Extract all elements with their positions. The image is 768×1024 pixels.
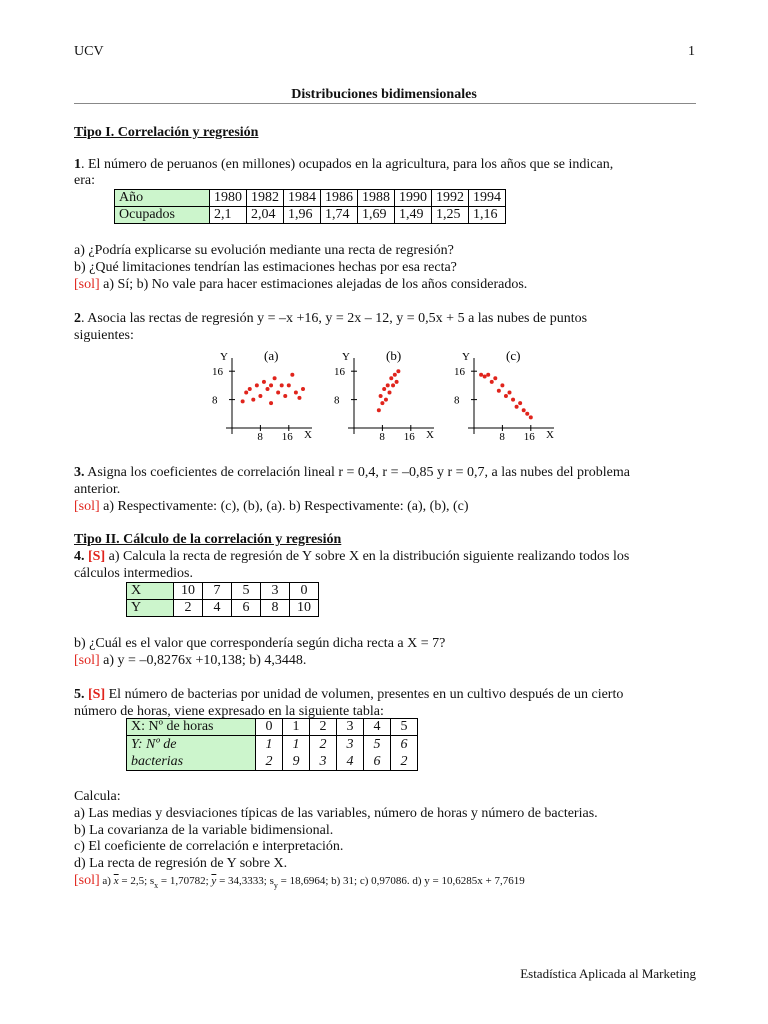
table-cell: 6	[232, 600, 261, 617]
table-row	[127, 719, 418, 736]
solution-tag: [sol]	[74, 653, 100, 668]
data-point	[486, 373, 490, 377]
solution-tag: [sol]	[74, 277, 100, 292]
table-cell: 10	[174, 583, 203, 600]
table-cell: 5	[391, 719, 418, 736]
problem-5-number: 5	[74, 687, 81, 702]
cell-value: 2	[265, 754, 273, 769]
data-point	[283, 394, 287, 398]
problem-5-text-1: El número de bacterias por unidad de volumen, presentes en un cultivo después de un cierto	[105, 687, 624, 702]
table-cell: 4	[203, 600, 232, 617]
section-heading-1: Tipo I. Correlación y regresión	[74, 125, 259, 140]
x-tick-label: 16	[523, 431, 535, 443]
cell-value: 1	[292, 737, 300, 752]
problem-5-solution	[74, 872, 525, 894]
table-cell: 3	[337, 719, 364, 736]
problem-5-line-1	[74, 686, 623, 703]
table-row	[127, 736, 418, 771]
data-point	[529, 415, 533, 419]
table-cell: 1,74	[321, 207, 358, 224]
data-point	[490, 380, 494, 384]
calcula-label: Calcula:	[74, 789, 121, 804]
problem-1-text-2: era:	[74, 173, 95, 188]
table-cell: 8	[261, 600, 290, 617]
data-point	[522, 408, 526, 412]
y-tick-label: 8	[212, 394, 218, 407]
cell-value: 6	[400, 737, 408, 752]
solution-mid2: = 1,70782;	[158, 875, 212, 887]
data-point	[379, 394, 383, 398]
solution-rest: = 34,3333; s	[216, 875, 274, 887]
solution-text: a) y = –0,8276x +10,138; b) 4,3448.	[99, 653, 307, 668]
y-tick-label: 16	[454, 366, 465, 379]
data-point	[511, 398, 515, 402]
x-axis-label: X	[426, 429, 434, 441]
x-tick-label: 16	[281, 431, 293, 443]
data-point	[386, 383, 390, 387]
solution-tag: [sol]	[74, 499, 100, 514]
data-point	[391, 383, 395, 387]
table-cell: 1,69	[358, 207, 395, 224]
data-point	[393, 373, 397, 377]
cell-value: 5	[373, 737, 381, 752]
data-point	[479, 373, 483, 377]
data-point	[518, 401, 522, 405]
y-tick-label: 8	[334, 394, 340, 407]
sub-x: x	[154, 880, 159, 890]
plot-title: (b)	[386, 348, 402, 363]
table-row-label: Ocupados	[115, 207, 210, 224]
data-point	[276, 391, 280, 395]
table-cell: 1980	[210, 190, 247, 207]
problem-3-line-1	[74, 464, 630, 481]
table-cell: 0	[290, 583, 319, 600]
problem-4-text-2: cálculos intermedios.	[74, 566, 193, 581]
cell-value: 3	[346, 737, 354, 752]
problem-4-table	[126, 582, 319, 617]
solution-text: a) Respectivamente: (c), (b), (a). b) Respectivamente: (a), (b), (c)	[99, 499, 469, 514]
cell-value: 2	[319, 737, 327, 752]
list-item: d) La recta de regresión de Y sobre X.	[74, 856, 288, 871]
table-cell: 1,25	[432, 207, 469, 224]
table-cell: 1,16	[469, 207, 506, 224]
problem-4-number: 4	[74, 549, 81, 564]
problem-1-question-b: b) ¿Qué limitaciones tendrían las estimaciones hechas por esa recta?	[74, 260, 457, 275]
data-point	[525, 412, 529, 416]
data-point	[266, 387, 270, 391]
y-axis-label: Y	[220, 351, 228, 363]
list-item: b) La covarianza de la variable bidimensional.	[74, 823, 334, 838]
problem-4-question-b: b) ¿Cuál es el valor que correspondería según dicha recta a X = 7?	[74, 636, 446, 651]
data-point	[396, 369, 400, 373]
mean-y-symbol: $\overline{y}$	[211, 875, 217, 887]
list-item: a) Las medias y desviaciones típicas de las variables, número de horas y número de bacterias.	[74, 806, 598, 821]
data-point	[287, 383, 291, 387]
table-cell: 3	[261, 583, 290, 600]
cell-value: 2	[400, 754, 408, 769]
data-point	[294, 391, 298, 395]
plot-title: (c)	[506, 348, 521, 363]
table-cell: 10	[290, 600, 319, 617]
table-cell: 1986	[321, 190, 358, 207]
data-point	[380, 401, 384, 405]
table-cell: 1,49	[395, 207, 432, 224]
data-point	[248, 387, 252, 391]
problem-4-text-1: a) Calcula la recta de regresión de Y sobre X en la distribución siguiente realizando todos los	[105, 549, 630, 564]
problem-3-solution	[74, 498, 469, 515]
x-axis-label: X	[546, 429, 554, 441]
data-point	[269, 401, 273, 405]
data-point	[262, 380, 266, 384]
table-row-label: Y	[127, 600, 174, 617]
table-cell: 0	[256, 719, 283, 736]
table-row	[127, 583, 319, 600]
table-cell	[391, 736, 418, 771]
data-point	[497, 389, 501, 393]
section-heading-2: Tipo II. Cálculo de la correlación y regresión	[74, 532, 342, 547]
table-cell: 1994	[469, 190, 506, 207]
data-point	[388, 391, 392, 395]
problem-1-number: 1	[74, 157, 81, 172]
solution-mid: = 2,5; s	[118, 875, 155, 887]
table-row-label: X	[127, 583, 174, 600]
data-point	[508, 391, 512, 395]
page-title: Distribuciones bidimensionales	[291, 87, 477, 102]
problem-3-text-2: anterior.	[74, 482, 121, 497]
solution-end: = 18,6964; b) 31; c) 0,97086. d) y = 10,6285x + 7,7619	[277, 875, 525, 887]
x-tick-label: 16	[403, 431, 415, 443]
cell-value: 6	[373, 754, 381, 769]
problem-4-solution	[74, 652, 306, 669]
y-tick-label: 16	[212, 366, 223, 379]
data-point	[384, 398, 388, 402]
data-point	[389, 376, 393, 380]
table-cell: 2,1	[210, 207, 247, 224]
mean-x-symbol: $\overline{x}$	[113, 875, 119, 887]
problem-1-question-a: a) ¿Podría explicarse su evolución mediante una recta de regresión?	[74, 243, 454, 258]
row-label-line-1: Y: Nº de	[131, 737, 177, 752]
row-label-line-2: bacterias	[131, 754, 184, 769]
s-tag: [S]	[88, 549, 106, 564]
table-cell: 2,04	[247, 207, 284, 224]
table-cell	[364, 736, 391, 771]
y-axis-label: Y	[342, 351, 350, 363]
table-cell: 1988	[358, 190, 395, 207]
table-cell: 1992	[432, 190, 469, 207]
data-point	[255, 383, 259, 387]
y-tick-label: 8	[454, 394, 460, 407]
table-cell: 5	[232, 583, 261, 600]
table-row-label: Año	[115, 190, 210, 207]
table-cell: 1,96	[284, 207, 321, 224]
problem-5-text-2: número de horas, viene expresado en la siguiente tabla:	[74, 704, 384, 719]
data-point	[500, 383, 504, 387]
data-point	[382, 387, 386, 391]
cell-value: 1	[265, 737, 273, 752]
table-cell: 1984	[284, 190, 321, 207]
data-point	[395, 380, 399, 384]
scatter-plots	[0, 0, 768, 460]
table-cell	[256, 736, 283, 771]
data-point	[269, 383, 273, 387]
table-cell: 4	[364, 719, 391, 736]
x-tick-label: 8	[379, 431, 385, 443]
x-tick-label: 8	[499, 431, 505, 443]
data-point	[290, 373, 294, 377]
data-point	[301, 387, 305, 391]
data-point	[258, 394, 262, 398]
data-point	[483, 375, 487, 379]
header-left: UCV	[74, 44, 104, 59]
table-cell: 1	[283, 719, 310, 736]
table-row	[127, 600, 319, 617]
y-tick-label: 16	[334, 366, 345, 379]
y-axis-label: Y	[462, 351, 470, 363]
list-item: c) El coeficiente de correlación e interpretación.	[74, 839, 344, 854]
table-cell: 2	[310, 719, 337, 736]
solution-a: a)	[99, 875, 114, 887]
problem-2-number: 2	[74, 311, 81, 326]
problem-4-dot: .	[81, 549, 88, 564]
data-point	[493, 376, 497, 380]
page-number: 1	[688, 44, 695, 59]
footer: Estadística Aplicada al Marketing	[520, 966, 696, 981]
problem-1-text-1: . El número de peruanos (en millones) ocupados en la agricultura, para los años que se indican,	[81, 157, 614, 172]
problem-2-text-2: siguientes:	[74, 328, 134, 343]
data-point	[241, 399, 245, 403]
x-axis-label: X	[304, 429, 312, 441]
data-point	[377, 408, 381, 412]
problem-3-text-1: Asigna los coeficientes de correlación lineal r = 0,4, r = –0,85 y r = 0,7, a las nubes del problema	[84, 465, 630, 480]
data-point	[273, 376, 277, 380]
table-row-label	[127, 736, 256, 771]
data-point	[251, 398, 255, 402]
table-cell: 1990	[395, 190, 432, 207]
problem-2-text-1: . Asocia las rectas de regresión y = –x +16, y = 2x – 12, y = 0,5x + 5 a las nubes de puntos	[81, 311, 588, 326]
cell-value: 4	[346, 754, 354, 769]
table-cell	[310, 736, 337, 771]
table-cell: 2	[174, 600, 203, 617]
x-tick-label: 8	[257, 431, 263, 443]
problem-4-line-1	[74, 548, 629, 565]
data-point	[297, 396, 301, 400]
table-cell	[283, 736, 310, 771]
plot-title: (a)	[264, 348, 279, 363]
problem-3-number: 3.	[74, 465, 85, 480]
data-point	[515, 405, 519, 409]
data-point	[244, 391, 248, 395]
sub-y: y	[273, 880, 278, 890]
problem-5-dot: .	[81, 687, 88, 702]
cell-value: 9	[292, 754, 300, 769]
data-point	[504, 394, 508, 398]
cell-value: 3	[319, 754, 327, 769]
solution-text: a) Sí; b) No vale para hacer estimaciones alejadas de los años considerados.	[99, 277, 528, 292]
table-cell	[337, 736, 364, 771]
solution-tag: [sol]	[74, 873, 100, 888]
s-tag: [S]	[88, 687, 106, 702]
problem-5-table	[126, 718, 418, 771]
data-point	[280, 383, 284, 387]
table-cell: 1982	[247, 190, 284, 207]
table-cell: 7	[203, 583, 232, 600]
table-row-label: X: Nº de horas	[127, 719, 256, 736]
